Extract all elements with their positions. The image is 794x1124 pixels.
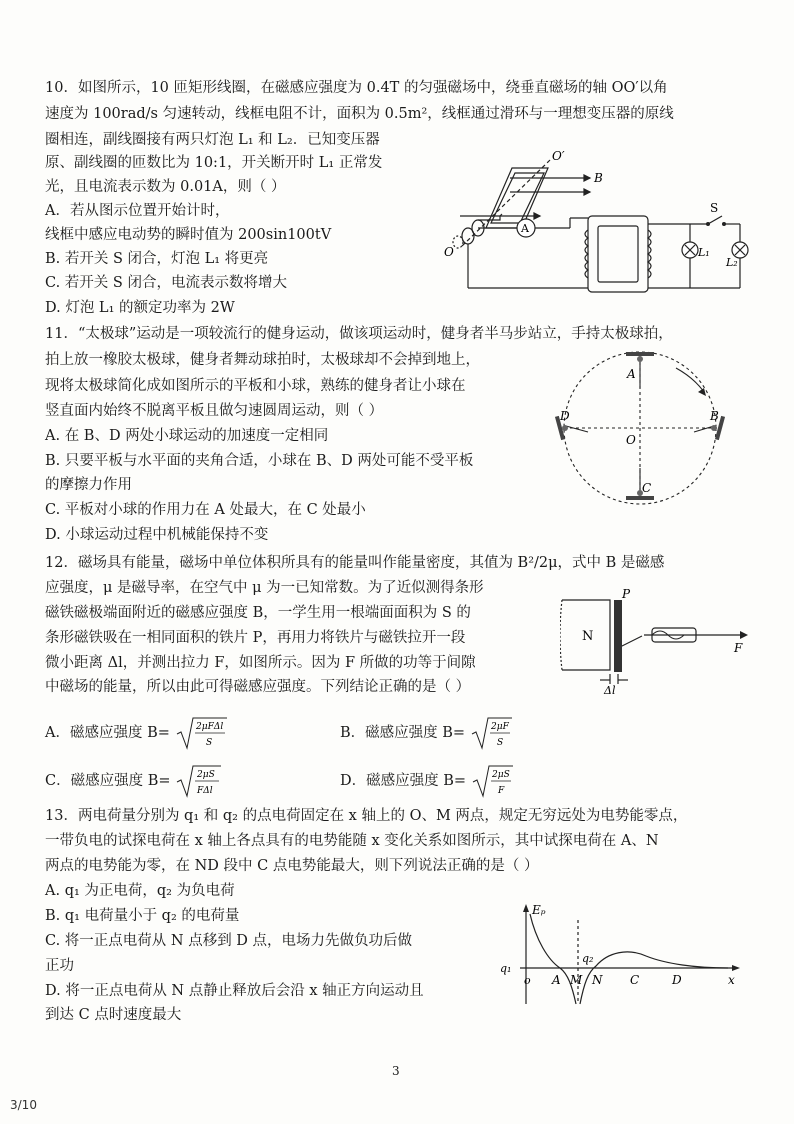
- q12-option-d-numerator: 2μS: [491, 770, 510, 780]
- q13-option-b: B. q₁ 电荷量小于 q₂ 的电荷量: [45, 908, 240, 924]
- q13-potential-energy-graph: [496, 900, 746, 1010]
- q13-fig-label-m: M: [570, 973, 583, 987]
- q13-option-c-2: 正功: [45, 958, 74, 974]
- q12-option-b-label: B．磁感应强度 B=: [340, 725, 466, 741]
- q10-fig-label-o-prime: O′: [552, 149, 565, 163]
- q11-option-b-1: B. 只要平板与水平面的夹角合适，小球在 B、D 两处可能不受平板: [45, 453, 474, 469]
- q11-fig-label-a: A: [627, 367, 636, 381]
- q10-line-3: 圈相连，副线圈接有两只灯泡 L₁ 和 L₂．已知变压器: [45, 132, 380, 148]
- q10-fig-label-l2: L₂: [726, 256, 738, 269]
- q10-fig-label-o: O: [444, 245, 454, 259]
- q12-option-b-numerator: 2μF: [490, 722, 509, 732]
- q10-option-a-2: 线框中感应电动势的瞬时值为 200sin100tV: [45, 227, 332, 243]
- q12-option-a-denominator: S: [205, 738, 212, 748]
- q12-option-c-root: [175, 764, 223, 798]
- q13-fig-label-x: x: [728, 973, 735, 987]
- q12-line-2: 应强度，μ 是磁导率，在空气中 μ 为一已知常数。为了近似测得条形: [45, 580, 484, 596]
- q13-fig-label-n: N: [592, 973, 603, 987]
- page-count: 3/10: [10, 1098, 37, 1112]
- q10-option-a-1: A．若从图示位置开始计时，: [45, 203, 230, 219]
- q11-fig-label-d: D: [560, 409, 570, 423]
- q11-option-d: D. 小球运动过程中机械能保持不变: [45, 527, 269, 543]
- q12-line-3: 磁铁磁极端面附近的磁感应强度 B，一学生用一根端面面积为 S 的: [45, 605, 471, 621]
- q13-fig-label-o: o: [524, 974, 531, 987]
- q12-option-c-label: C．磁感应强度 B=: [45, 773, 171, 789]
- q11-line-1: 11．“太极球”运动是一项较流行的健身运动，做该项运动时，健身者半马步站立，手持太极球拍，: [45, 326, 673, 342]
- q11-taiji-ball-figure: [548, 348, 734, 508]
- q12-line-5: 微小距离 Δl，并测出拉力 F，如图所示。因为 F 所做的功等于间隙: [45, 655, 476, 671]
- q13-option-d-1: D. 将一正点电荷从 N 点静止释放后会沿 x 轴正方向运动且: [45, 983, 424, 999]
- q10-fig-label-s: S: [710, 201, 719, 215]
- q12-option-d: [340, 764, 515, 798]
- q12-fig-label-p: P: [622, 588, 631, 601]
- q12-magnet-figure: [560, 588, 760, 696]
- q13-option-a: A. q₁ 为正电荷，q₂ 为负电荷: [45, 883, 235, 899]
- q11-fig-label-o: O: [626, 433, 636, 447]
- q12-line-6: 中磁场的能量，所以由此可得磁感应强度。下列结论正确的是（ ）: [45, 679, 471, 695]
- q12-option-a-root: [175, 716, 229, 750]
- q13-line-1: 13．两电荷量分别为 q₁ 和 q₂ 的点电荷固定在 x 轴上的 O、M 两点，规定无穷远处为电势能零点，: [45, 808, 688, 824]
- q12-line-1: 12．磁场具有能量，磁场中单位体积所具有的能量叫作能量密度，其值为 B²/2μ，式中 B 是磁感: [45, 555, 665, 571]
- q13-fig-label-d: D: [672, 973, 682, 987]
- q13-fig-label-q1: q₁: [500, 962, 512, 975]
- q10-fig-ammeter-label: A: [521, 222, 529, 235]
- q10-option-d: D. 灯泡 L₁ 的额定功率为 2W: [45, 300, 235, 316]
- q12-fig-label-dl: Δl: [604, 684, 616, 696]
- q10-line-5: 光，且电流表示数为 0.01A，则（ ）: [45, 179, 286, 195]
- q11-fig-label-c: C: [642, 481, 652, 495]
- q10-generator-transformer-figure: [440, 148, 750, 298]
- q10-option-c: C. 若开关 S 闭合，电流表示数将增大: [45, 275, 287, 291]
- page-number: 3: [392, 1064, 400, 1078]
- q13-line-2: 一带负电的试探电荷在 x 轴上各点具有的电势能随 x 变化关系如图所示，其中试探电荷在 A、N: [45, 833, 659, 849]
- q12-option-a-numerator: 2μFΔl: [195, 722, 223, 732]
- q10-line-4: 原、副线圈的匝数比为 10:1，开关断开时 L₁ 正常发: [45, 155, 383, 171]
- q11-line-2: 拍上放一橡胶太极球，健身者舞动球拍时，太极球却不会掉到地上，: [45, 352, 480, 368]
- q12-option-d-root: [471, 764, 515, 798]
- q11-option-c: C. 平板对小球的作用力在 A 处最大，在 C 处最小: [45, 502, 366, 518]
- q12-option-a-label: A．磁感应强度 B=: [45, 725, 170, 741]
- q12-fig-label-f: F: [734, 641, 743, 655]
- q10-option-b: B. 若开关 S 闭合，灯泡 L₁ 将更亮: [45, 251, 269, 267]
- q13-fig-label-a: A: [552, 973, 561, 987]
- q13-fig-label-c: C: [630, 973, 640, 987]
- q12-option-c-denominator: FΔl: [197, 786, 213, 796]
- q11-line-4: 竖直面内始终不脱离平板且做匀速圆周运动，则（ ）: [45, 403, 384, 419]
- q12-option-c: [45, 764, 223, 798]
- q11-option-b-2: 的摩擦力作用: [45, 477, 132, 493]
- q12-option-c-numerator: 2μS: [197, 770, 215, 780]
- q11-option-a: A. 在 B、D 两处小球运动的加速度一定相同: [45, 428, 329, 444]
- q12-option-b-root: [470, 716, 514, 750]
- q10-line-1: 10．如图所示，10 匝矩形线圈，在磁感应强度为 0.4T 的匀强磁场中，绕垂直磁场的轴 OO′以角: [45, 80, 668, 96]
- q13-line-3: 两点的电势能为零，在 ND 段中 C 点电势能最大，则下列说法正确的是（ ）: [45, 858, 539, 874]
- q13-option-c-1: C. 将一正点电荷从 N 点移到 D 点，电场力先做负功后做: [45, 933, 413, 949]
- q12-fig-label-n: N: [582, 629, 594, 644]
- q12-option-d-denominator: F: [497, 786, 504, 796]
- q12-line-4: 条形磁铁吸在一相同面积的铁片 P，再用力将铁片与磁铁拉开一段: [45, 630, 466, 646]
- q10-line-2: 速度为 100rad/s 匀速转动，线框电阻不计，面积为 0.5m²，线框通过滑环与一理想变压器的原线: [45, 106, 674, 122]
- q12-option-d-label: D．磁感应强度 B=: [340, 773, 467, 789]
- q10-fig-label-b: B: [594, 171, 603, 185]
- q13-fig-label-q2: q₂: [582, 952, 594, 965]
- q13-fig-label-ep: Eₚ: [532, 903, 546, 917]
- q10-fig-label-l1: L₁: [698, 246, 710, 259]
- q13-option-d-2: 到达 C 点时速度最大: [45, 1007, 182, 1023]
- q11-line-3: 现将太极球简化成如图所示的平板和小球，熟练的健身者让小球在: [45, 378, 466, 394]
- q11-fig-label-b: B: [710, 409, 719, 423]
- q12-option-b: [340, 716, 514, 750]
- q12-option-a: [45, 716, 229, 750]
- q12-option-b-denominator: S: [496, 738, 503, 748]
